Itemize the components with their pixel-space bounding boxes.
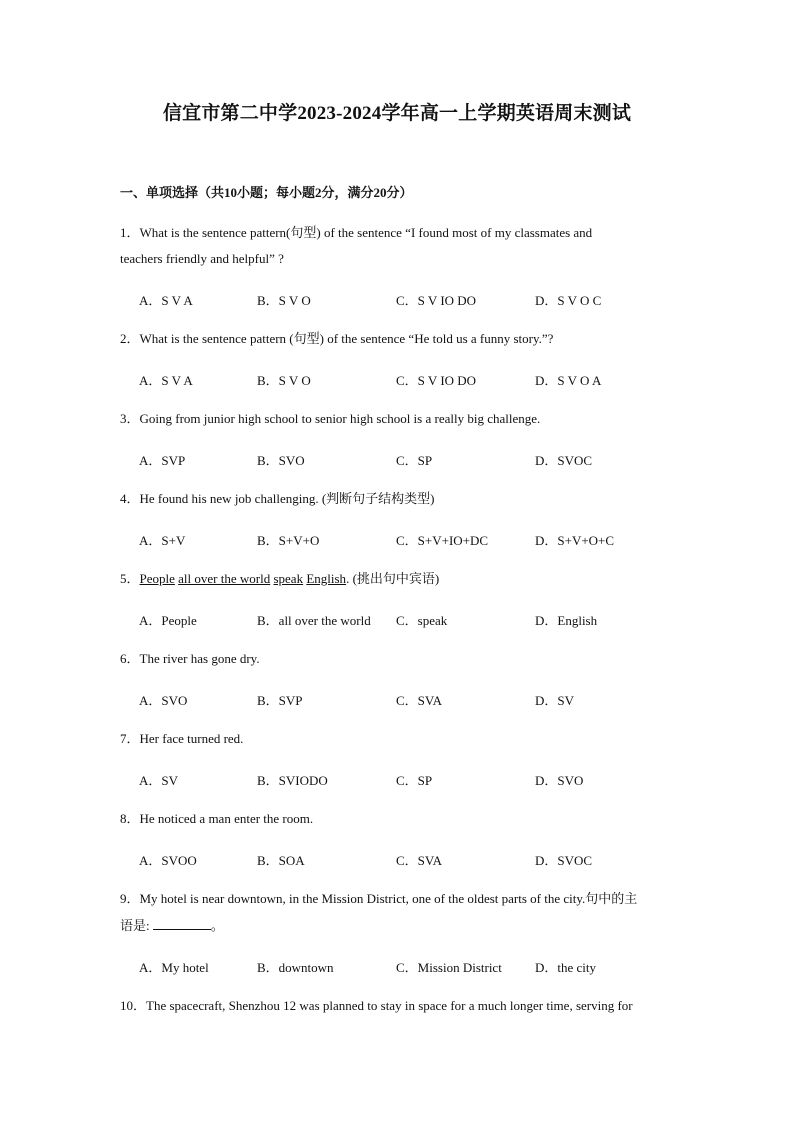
answer-blank[interactable] xyxy=(153,917,211,930)
question-9-option-a[interactable]: A．My hotel xyxy=(139,960,209,975)
question-7-option-c[interactable]: C．SP xyxy=(396,773,433,788)
question-1-option-c[interactable]: C．S V IO DO xyxy=(396,293,477,308)
question-4-option-b[interactable]: B．S+V+O xyxy=(257,533,320,548)
question-9-stem-line2 xyxy=(120,917,680,935)
question-7-option-a[interactable]: A．SV xyxy=(139,773,179,788)
question-9-option-b[interactable]: B．downtown xyxy=(257,960,334,975)
question-5-option-b[interactable]: B．all over the world xyxy=(257,613,371,628)
question-7-option-b[interactable]: B．SVIODO xyxy=(257,773,328,788)
question-5-option-d[interactable]: D．English xyxy=(535,613,598,628)
question-9-stem-line1: 9．My hotel is near downtown, in the Mission District, one of the oldest parts of the city.句中的主 xyxy=(120,891,638,906)
question-8-options xyxy=(139,850,699,868)
question-6-option-d[interactable]: D．SV xyxy=(535,693,575,708)
question-9-options xyxy=(139,957,699,975)
question-5-stem xyxy=(120,570,680,588)
question-4-option-c[interactable]: C．S+V+IO+DC xyxy=(396,533,489,548)
question-2-option-d[interactable]: D．S V O A xyxy=(535,373,602,388)
question-1-stem-line2: teachers friendly and helpful” ? xyxy=(120,251,284,266)
question-6-options xyxy=(139,690,699,708)
question-9-line2-end: 。 xyxy=(210,918,224,933)
question-5-underlined-adverbial: all over the world xyxy=(178,571,271,586)
question-3-stem: 3．Going from junior high school to senior high school is a really big challenge. xyxy=(120,411,541,426)
question-3-options xyxy=(139,450,699,468)
exam-title: 信宜市第二中学2023-2024学年高一上学期英语周末测试 xyxy=(162,103,632,124)
question-8-option-d[interactable]: D．SVOC xyxy=(535,853,593,868)
question-1-stem-line1: 1．What is the sentence pattern(句型) of the sentence “I found most of my classmates and xyxy=(120,225,593,240)
question-8-option-a[interactable]: A．SVOO xyxy=(139,853,197,868)
question-4-stem: 4．He found his new job challenging. (判断句子结构类型) xyxy=(120,491,435,506)
question-1-options xyxy=(139,290,699,308)
question-8-option-c[interactable]: C．SVA xyxy=(396,853,443,868)
question-2-stem: 2．What is the sentence pattern (句型) of the sentence “He told us a funny story.”? xyxy=(120,331,554,346)
question-3-option-c[interactable]: C．SP xyxy=(396,453,433,468)
question-7-stem: 7．Her face turned red. xyxy=(120,731,244,746)
question-5-underlined-object: English xyxy=(306,571,347,586)
section-heading: 一、单项选择（共10小题；每小题2分，满分20分） xyxy=(120,185,413,200)
question-4-option-d[interactable]: D．S+V+O+C xyxy=(535,533,615,548)
question-4-option-a[interactable]: A．S+V xyxy=(139,533,186,548)
question-10-stem: 10．The spacecraft, Shenzhou 12 was planned to stay in space for a much longer time, serving for xyxy=(120,998,633,1013)
question-2-option-a[interactable]: A．S V A xyxy=(139,373,193,388)
question-5-number: 5． xyxy=(120,571,140,586)
question-5-underlined-subject: People xyxy=(139,571,175,586)
question-6-option-a[interactable]: A．SVO xyxy=(139,693,188,708)
question-2-option-b[interactable]: B．S V O xyxy=(257,373,311,388)
question-5-underlined-verb: speak xyxy=(273,571,304,586)
question-1-option-d[interactable]: D．S V O C xyxy=(535,293,602,308)
question-1-option-a[interactable]: A．S V A xyxy=(139,293,193,308)
question-6-option-b[interactable]: B．SVP xyxy=(257,693,303,708)
question-8-option-b[interactable]: B．SOA xyxy=(257,853,305,868)
question-3-option-b[interactable]: B．SVO xyxy=(257,453,305,468)
question-5-option-a[interactable]: A．People xyxy=(139,613,197,628)
question-2-options xyxy=(139,370,699,388)
question-5-option-c[interactable]: C．speak xyxy=(396,613,448,628)
question-8-stem: 8．He noticed a man enter the room. xyxy=(120,811,314,826)
question-1-option-b[interactable]: B．S V O xyxy=(257,293,311,308)
question-2-option-c[interactable]: C．S V IO DO xyxy=(396,373,477,388)
question-4-options xyxy=(139,530,699,548)
question-5-instruction: . (挑出句中宾语) xyxy=(346,571,440,586)
question-9-line2-text: 语是: xyxy=(120,918,153,933)
question-3-option-a[interactable]: A．SVP xyxy=(139,453,186,468)
question-7-options xyxy=(139,770,699,788)
question-3-option-d[interactable]: D．SVOC xyxy=(535,453,593,468)
question-7-option-d[interactable]: D．SVO xyxy=(535,773,584,788)
question-6-stem: 6．The river has gone dry. xyxy=(120,651,260,666)
question-5-options xyxy=(139,610,699,628)
question-9-option-d[interactable]: D．the city xyxy=(535,960,597,975)
question-6-option-c[interactable]: C．SVA xyxy=(396,693,443,708)
question-9-option-c[interactable]: C．Mission District xyxy=(396,960,502,975)
